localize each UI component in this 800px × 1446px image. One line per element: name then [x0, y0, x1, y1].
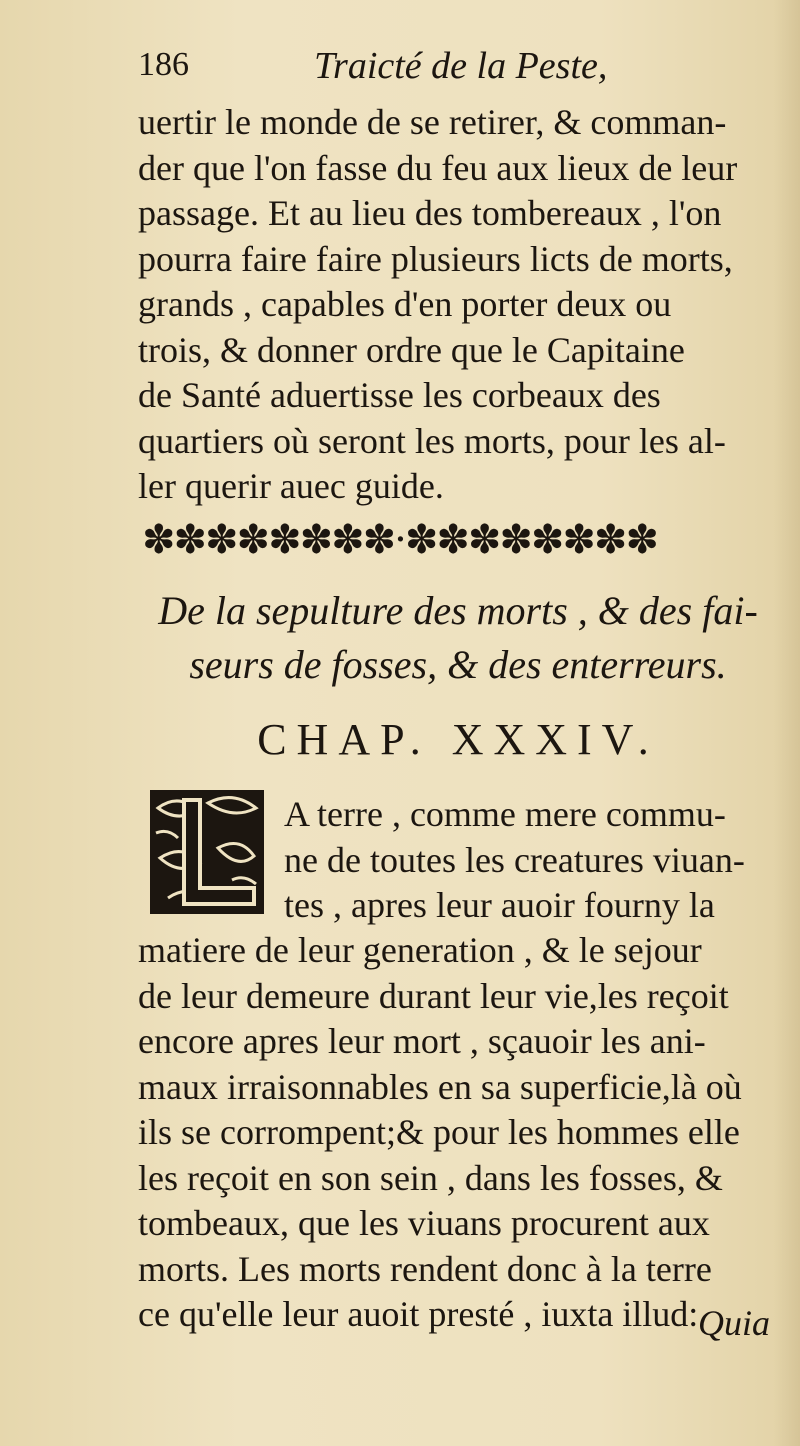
fleuron-band-icon: ✽✽✽✽✽✽✽✽·✽✽✽✽✽✽✽✽ [142, 517, 657, 563]
chapter-title-line: seurs de fosses, & des enterreurs. [189, 642, 727, 687]
text-line: trois, & donner ordre que le Capitaine [138, 329, 685, 370]
text-line: grands , capables d'en porter deux ou [138, 284, 672, 324]
text-line: der que l'on fasse du feu aux lieux de leur [138, 147, 738, 188]
text-line: tes , apres leur auoir fourny la [284, 885, 715, 925]
text-line: maux irraisonnables en sa superficie,là où [138, 1066, 742, 1107]
text-line: encore apres leur mort , sçauoir les ani- [138, 1021, 706, 1061]
chapter-number: CHAP. XXXIV. [257, 715, 659, 764]
running-title: Traicté de la Peste, [314, 45, 608, 87]
text-line: ler querir auec guide. [138, 466, 444, 506]
text-line: les reçoit en son sein , dans les fosses, & [138, 1157, 723, 1198]
text-line: ils se corrompent;& pour les hommes elle [138, 1112, 740, 1152]
chapter-title-line: De la sepulture des morts , & des fai- [158, 588, 758, 633]
text-line: A terre , comme mere commu- [284, 794, 726, 834]
paragraph-opening [284, 792, 778, 929]
floral-dropcap-icon [148, 788, 266, 916]
paragraph-body [138, 928, 778, 1338]
text-line: de leur demeure durant leur vie,les reçoit [138, 975, 729, 1016]
text-line: pourra faire faire plusieurs licts de morts, [138, 238, 733, 279]
text-line: morts. Les morts rendent donc à la terre [138, 1248, 712, 1289]
text-line: quartiers où seront les morts, pour les al- [138, 420, 726, 461]
paragraph-continuation [138, 100, 778, 510]
text-line: uertir le monde de se retirer, & comman- [138, 102, 727, 142]
text-line: passage. Et au lieu des tombereaux , l'on [138, 193, 722, 233]
page-number: 186 [138, 46, 189, 83]
text-line: tombeaux, que les viuans procurent aux [138, 1203, 710, 1243]
text-line: ne de toutes les creatures viuan- [284, 839, 745, 880]
text-line: de Santé aduertisse les corbeaux des [138, 375, 661, 415]
text-line: ce qu'elle leur auoit presté , iuxta illud: [138, 1294, 699, 1334]
page-header [138, 44, 778, 100]
catchword: Quia [698, 1303, 770, 1343]
text-line: matiere de leur generation , & le sejour [138, 930, 702, 970]
